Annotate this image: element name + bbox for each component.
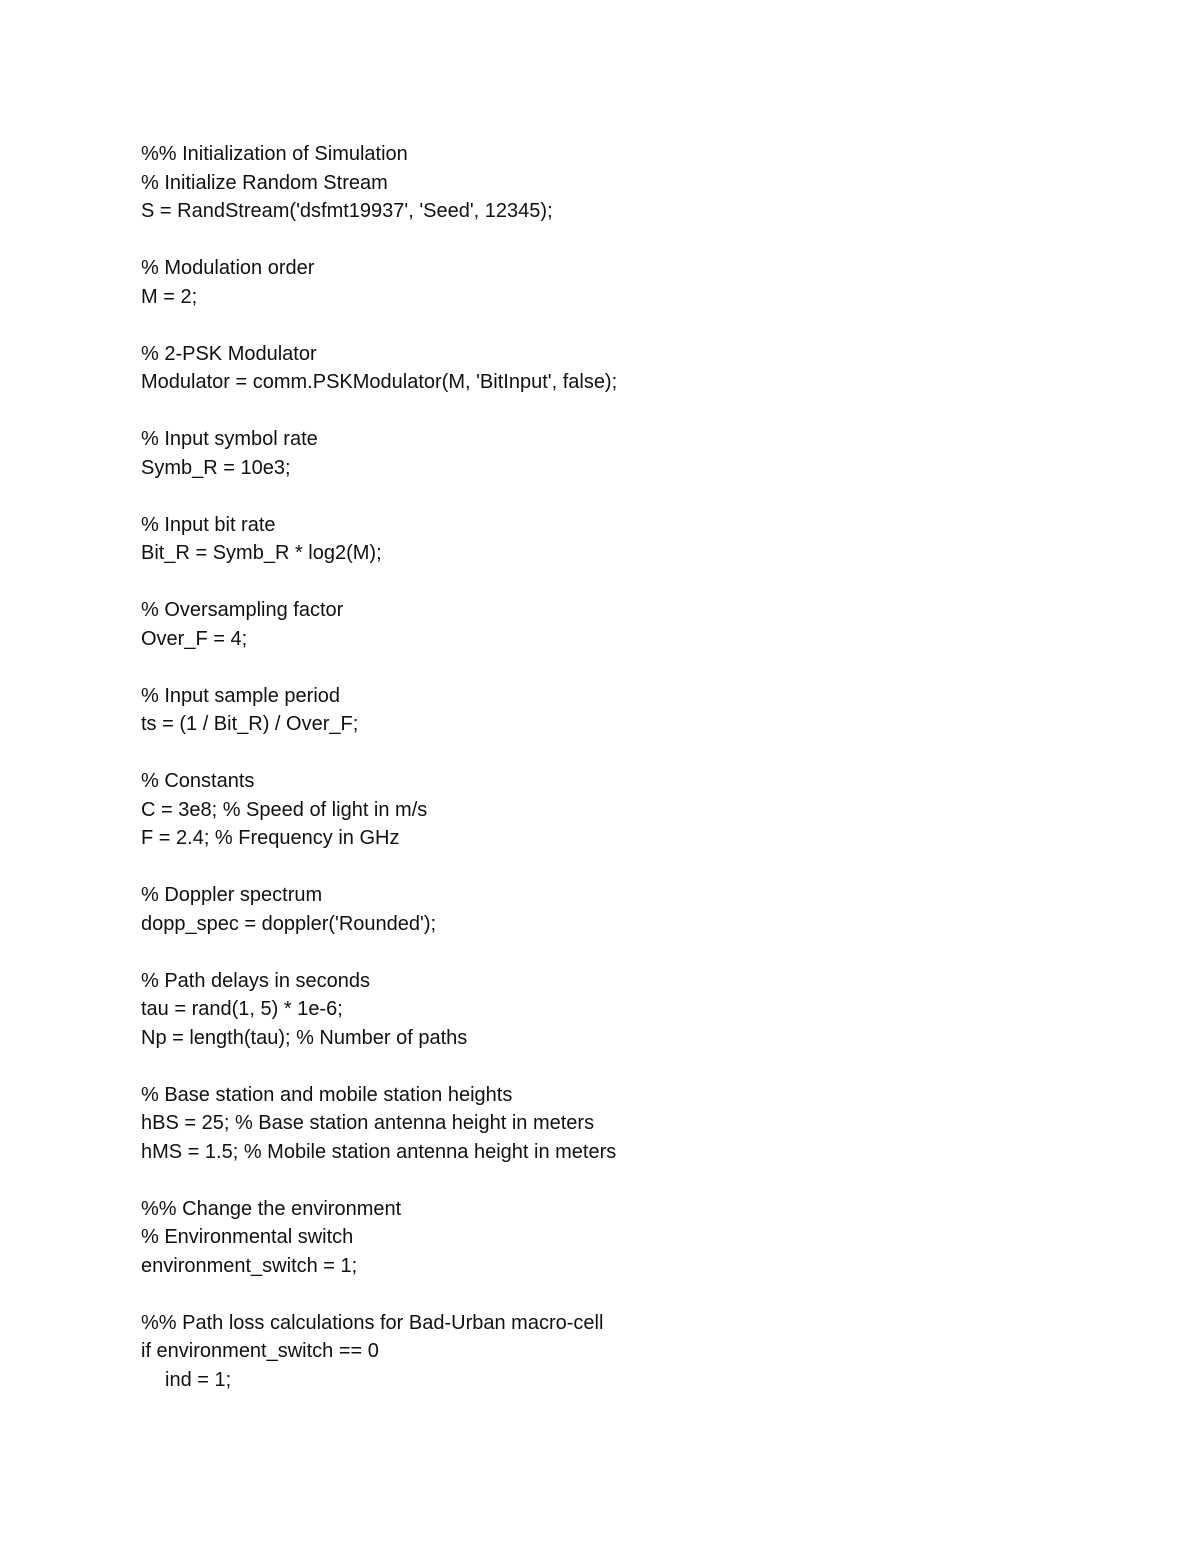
- code-line: % Input bit rate: [141, 513, 276, 536]
- code-line: if environment_switch == 0: [141, 1340, 379, 1362]
- code-line: C = 3e8; % Speed of light in m/s: [141, 798, 428, 821]
- code-line: Over_F = 4;: [141, 627, 248, 650]
- blank-line: [141, 1280, 617, 1309]
- blank-line: [141, 938, 617, 967]
- blank-line: [141, 1166, 617, 1195]
- code-listing: [141, 140, 617, 1394]
- code-line: ts = (1 / Bit_R) / Over_F;: [141, 713, 359, 735]
- code-line: % Initialize Random Stream: [141, 171, 388, 194]
- code-line: dopp_spec = doppler('Rounded');: [141, 912, 437, 935]
- code-line: M = 2;: [141, 285, 198, 308]
- code-line: % Oversampling factor: [141, 599, 344, 621]
- code-line: %% Change the environment: [141, 1197, 402, 1220]
- blank-line: [141, 226, 617, 255]
- code-line: Np = length(tau); % Number of paths: [141, 1026, 468, 1049]
- code-line: S = RandStream('dsfmt19937', 'Seed', 12345);: [141, 200, 553, 222]
- code-line: Bit_R = Symb_R * log2(M);: [141, 542, 382, 564]
- blank-line: [141, 397, 617, 426]
- code-line: environment_switch = 1;: [141, 1254, 358, 1277]
- blank-line: [141, 739, 617, 768]
- code-line: % Input sample period: [141, 684, 341, 707]
- blank-line: [141, 853, 617, 882]
- code-line: tau = rand(1, 5) * 1e-6;: [141, 998, 343, 1020]
- code-line: F = 2.4; % Frequency in GHz: [141, 827, 400, 849]
- code-line: % Environmental switch: [141, 1226, 354, 1248]
- blank-line: [141, 1052, 617, 1081]
- code-line: hMS = 1.5; % Mobile station antenna height in meters: [141, 1140, 617, 1163]
- code-line: Symb_R = 10e3;: [141, 456, 291, 479]
- blank-line: [141, 482, 617, 511]
- blank-line: [141, 653, 617, 682]
- code-line: % Path delays in seconds: [141, 969, 371, 992]
- blank-line: [141, 311, 617, 340]
- code-line: %% Initialization of Simulation: [141, 143, 408, 165]
- code-line: ind = 1;: [165, 1368, 232, 1391]
- code-line: Modulator = comm.PSKModulator(M, 'BitInput', false);: [141, 371, 618, 393]
- code-line: % Modulation order: [141, 257, 315, 279]
- code-line: % Input symbol rate: [141, 428, 318, 450]
- code-line: hBS = 25; % Base station antenna height in meters: [141, 1112, 595, 1134]
- code-line: %% Path loss calculations for Bad-Urban macro-cell: [141, 1311, 604, 1334]
- code-line: % Base station and mobile station heights: [141, 1083, 513, 1106]
- code-line: % Doppler spectrum: [141, 884, 323, 906]
- code-line: % Constants: [141, 770, 255, 792]
- blank-line: [141, 568, 617, 597]
- code-line: % 2-PSK Modulator: [141, 342, 317, 365]
